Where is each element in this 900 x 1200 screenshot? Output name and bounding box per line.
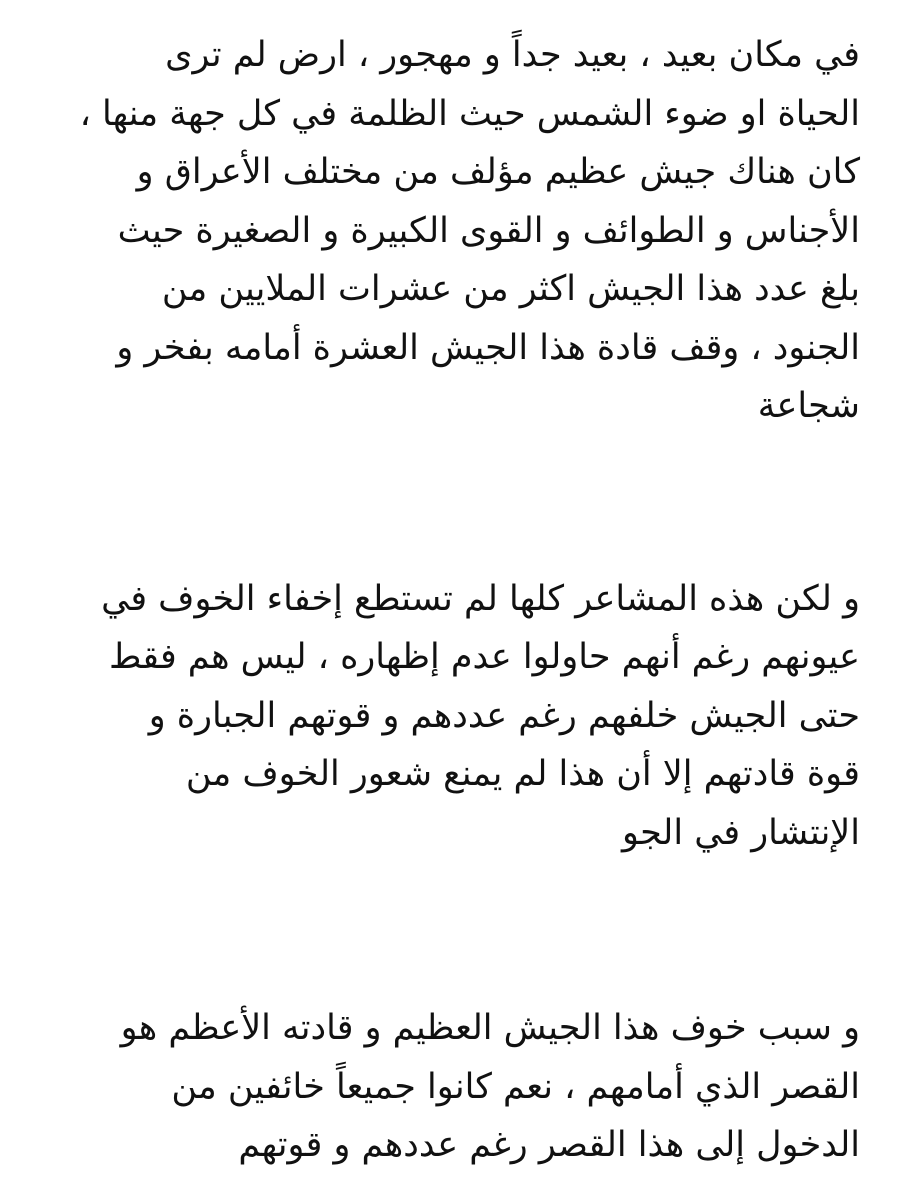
paragraph-line: قوة قادتهم إلا أن هذا لم يمنع شعور الخوف من: [185, 754, 860, 794]
paragraph-line: الدخول إلى هذا القصر رغم عددهم و قوتهم: [238, 1125, 860, 1165]
paragraph-line: الأجناس و الطوائف و القوى الكبيرة و الصغيرة حيث: [117, 210, 860, 251]
paragraph-line: و سبب خوف هذا الجيش العظيم و قادته الأعظم هو: [120, 1008, 860, 1048]
paragraph-2: [72, 570, 860, 863]
paragraph-line: الإنتشار في الجو: [622, 812, 860, 853]
paragraph-1: [72, 26, 860, 436]
paragraph-line: في مكان بعيد ، بعيد جداً و مهجور ، ارض لم ترى: [165, 35, 860, 75]
paragraph-line: و لكن هذه المشاعر كلها لم تستطع إخفاء الخوف في: [101, 578, 860, 619]
paragraph-line: الجنود ، وقف قادة هذا الجيش العشرة أمامه بفخر و: [116, 327, 860, 368]
paragraph-line: كان هناك جيش عظيم مؤلف من مختلف الأعراق و: [136, 152, 860, 192]
paragraph-line: شجاعة: [757, 386, 860, 426]
paragraph-line: الحياة او ضوء الشمس حيث الظلمة في كل جهة منها ،: [79, 93, 860, 134]
paragraph-line: بلغ عدد هذا الجيش اكثر من عشرات الملايين من: [161, 269, 860, 309]
paragraph-line: عيونهم رغم أنهم حاولوا عدم إظهاره ، ليس هم فقط: [109, 637, 860, 677]
paragraph-line: حتى الجيش خلفهم رغم عددهم و قوتهم الجبارة و: [148, 695, 860, 736]
paragraph-line: القصر الذي أمامهم ، نعم كانوا جميعاً خائفين من: [171, 1066, 860, 1107]
paragraph-3: [72, 999, 860, 1175]
